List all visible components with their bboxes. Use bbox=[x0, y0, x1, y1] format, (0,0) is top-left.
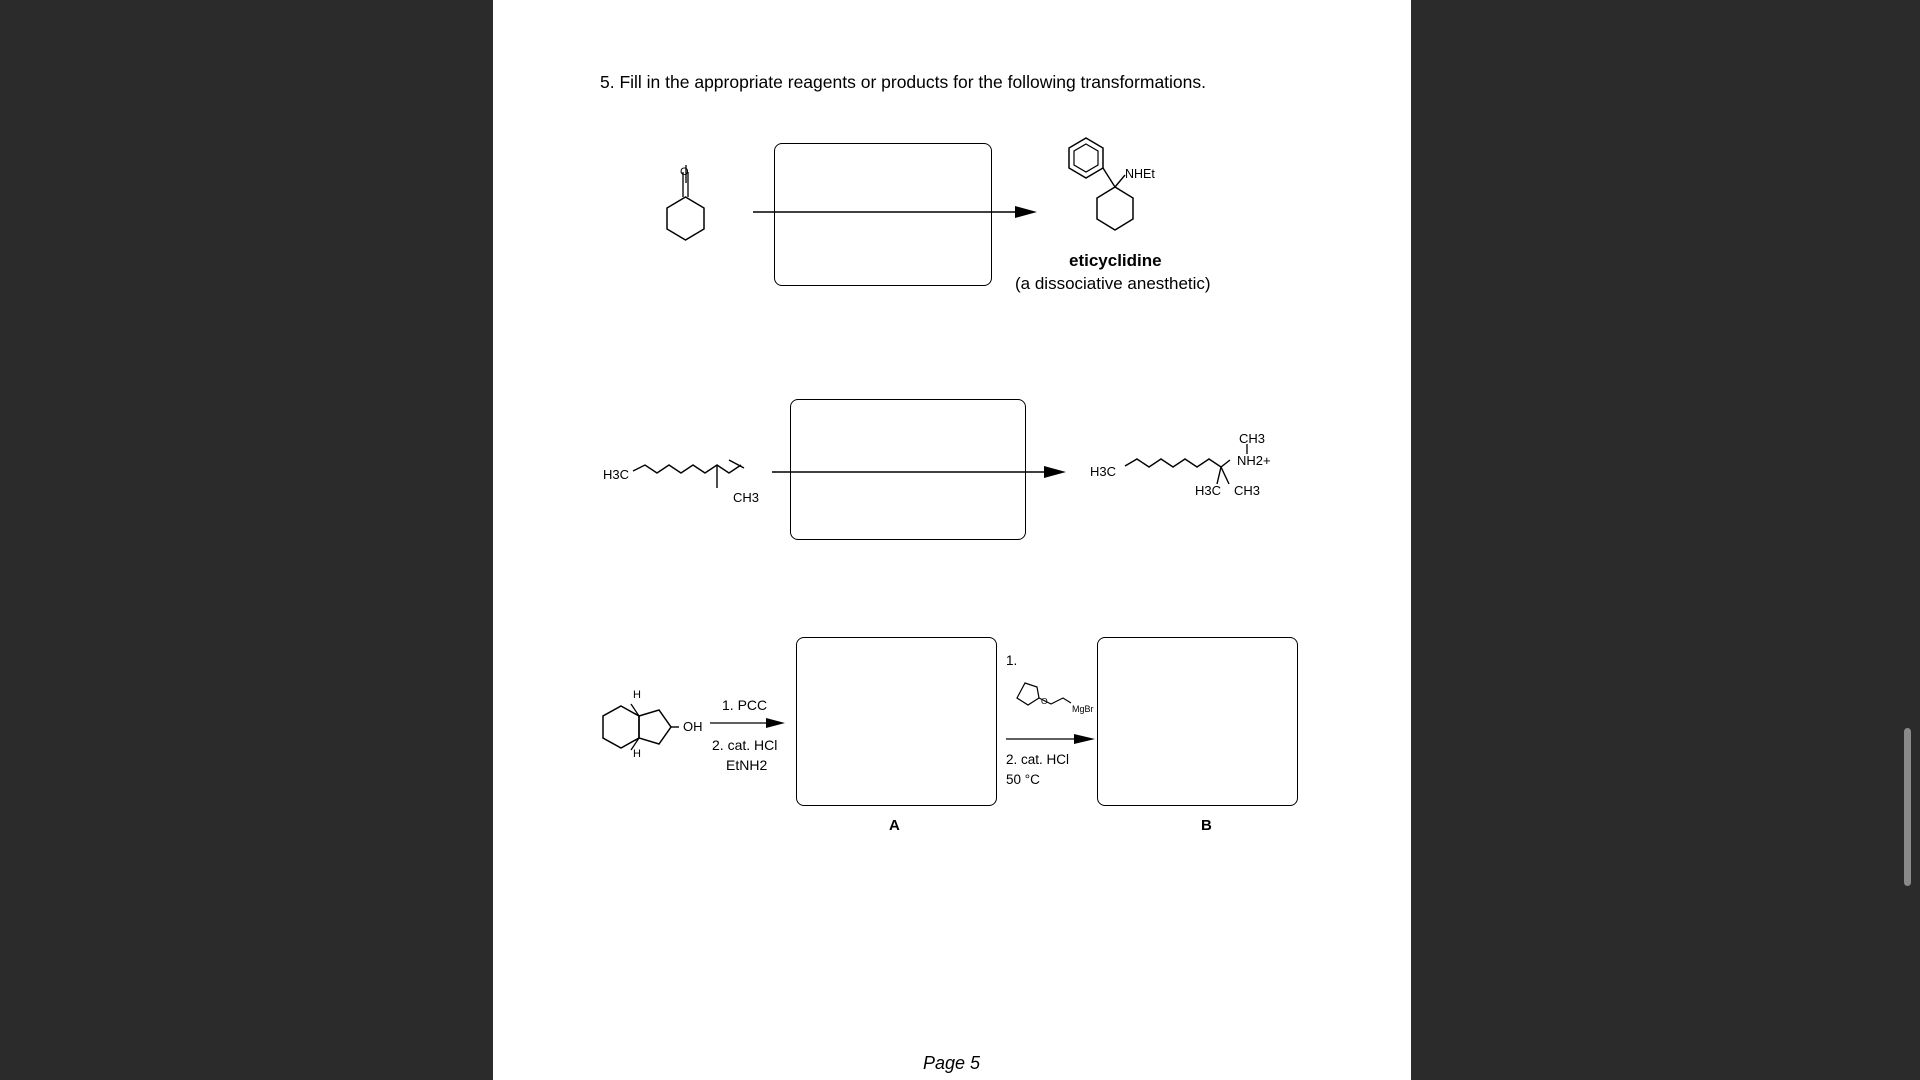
reaction-arrow-1 bbox=[753, 202, 1043, 222]
product-name: eticyclidine bbox=[1069, 251, 1162, 270]
product-box-a[interactable] bbox=[796, 637, 997, 806]
alcohol-oh-label: OH bbox=[683, 719, 703, 734]
product-description: (a dissociative anesthetic) bbox=[1015, 274, 1211, 293]
eticyclidine-structure bbox=[1053, 135, 1173, 245]
vertical-scrollbar[interactable] bbox=[1904, 728, 1911, 886]
bicyclic-alcohol-structure bbox=[601, 694, 691, 764]
cyclohexanone-structure bbox=[663, 165, 723, 245]
box-a-label: A bbox=[889, 817, 900, 834]
step1-reagent-3: EtNH2 bbox=[726, 757, 768, 773]
reaction-arrow-3 bbox=[710, 715, 790, 731]
carbonyl-oxygen-label bbox=[679, 164, 693, 178]
step2-reagent-3: 50 °C bbox=[1006, 772, 1040, 787]
ammonium-top-ch3-label: CH3 bbox=[1239, 431, 1266, 446]
ammonium-chain-structure bbox=[1125, 450, 1245, 500]
reaction-arrow-4 bbox=[1006, 731, 1106, 747]
step2-reagent-2: 2. cat. HCl bbox=[1006, 752, 1070, 767]
ammonium-nh2-label: NH2+ bbox=[1237, 453, 1271, 468]
nhet-label: NHEt bbox=[1125, 167, 1155, 181]
svg-text:O: O bbox=[680, 166, 689, 178]
page-number: Page 5 bbox=[923, 1053, 981, 1073]
step2-number: 1. bbox=[1006, 653, 1018, 668]
ammonium-bottom-ch3-label: CH3 bbox=[1234, 483, 1261, 498]
grignard-o-label: O bbox=[1041, 696, 1048, 706]
ring-h-top-label: H bbox=[633, 689, 641, 701]
document-page bbox=[493, 0, 1411, 1080]
ring-h-bottom-label: H bbox=[633, 748, 641, 760]
question-text: 5. Fill in the appropriate reagents or products for the following transformations. bbox=[600, 72, 1207, 92]
product-box-b[interactable] bbox=[1097, 637, 1298, 806]
alkene-h3c-label: H3C bbox=[603, 467, 630, 482]
ammonium-h3c-label: H3C bbox=[1090, 464, 1117, 479]
grignard-mgbr-label: MgBr bbox=[1072, 704, 1094, 714]
step1-reagent-2: 2. cat. HCl bbox=[712, 737, 778, 753]
reaction-arrow-2 bbox=[772, 462, 1072, 482]
step1-reagent-1: 1. PCC bbox=[722, 697, 768, 713]
ammonium-bottom-h3c-label: H3C bbox=[1195, 483, 1222, 498]
box-b-label: B bbox=[1201, 817, 1212, 834]
alkene-ch3-label: CH3 bbox=[733, 490, 760, 505]
